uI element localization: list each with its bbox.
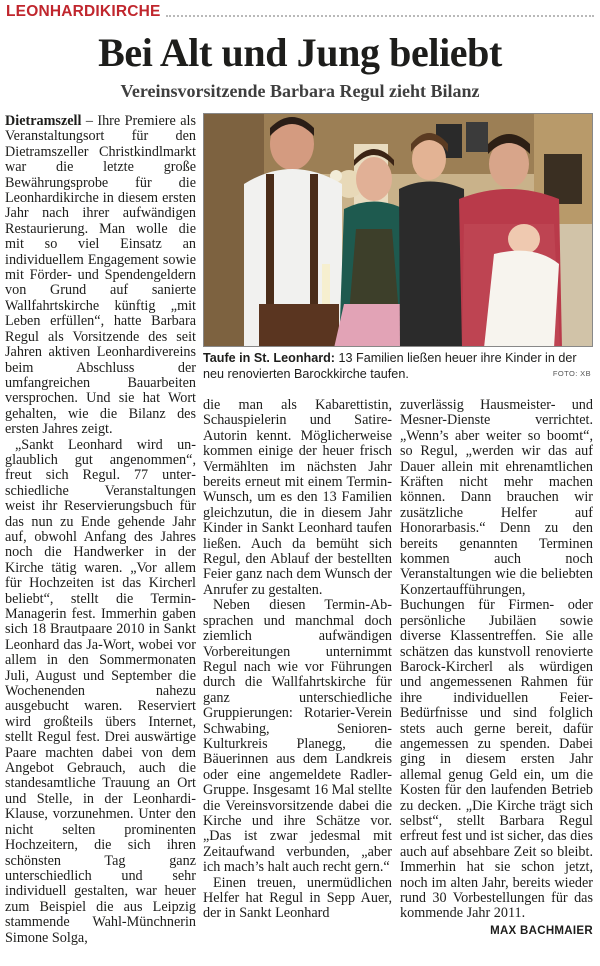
caption-text: 13 Familien ließen heuer ihre Kinder in der neu renovierten Barockkirche taufen. xyxy=(203,351,577,381)
article-column-1 xyxy=(5,114,196,946)
paragraph: Neben diesen Termin-Absprachen und manchmal doch ziemlich aufwändigen Vorbereitungen unternimmt Regul nach wie vor Führungen durch die Wallfahrtskirche für ganz unterschiedliche Gruppierungen: Rotarier-Verein Schwabing, Senioren-Kulturkreis Planegg, die Bäuerinnen aus dem Landkreis oder eine angemeldete Radler-Gruppe. Insgesamt 16 Mal stellte die Vereinsvorsitzende dabei die Kirche und ihre Schätze vor. „Das ist zwar jedesmal mit Zeitaufwand verbunden, „aber ich mach’s halt auch recht gern.“ xyxy=(203,597,392,876)
section-header xyxy=(6,3,594,25)
paragraph: „Sankt Leonhard wird unglaublich gut angenommen“, freut sich Regul. 77 unterschiedliche Veranstaltungen weist ihr Reservierungsbuch für das nun zu Ende gehende Jahr auf, obwohl Anfang des Jahres noch die Handwerker in der Kirche tätig waren. „Vor allem für Hochzeiten ist das Kircherl beliebt“, stellt die Termin-Managerin fest. Immerhin gaben sich 18 Brautpaare 2010 in Sankt Leonhard das Ja-Wort, wobei vor allem in den Sommermonaten Juli, August und September die Wochenenden nahezu ausgebucht waren. Reserviert wird großteils übers Internet, stellt Regul fest. Drei auswärtige Paare machten dabei von dem Angebot Gebrauch, auch die standesamtliche Trauung an Ort und Stelle, in der Leonhardi-Klause, vorzunehmen. Unter den nicht selten prominenten Hochzeitern, die sich ihren schönsten Tag ganz unterschiedlich und sehr individuell gestalten, war heuer zum Beispiel die aus Leipzig stammende Wahl-Münchnerin Simone Solga, xyxy=(5,436,196,946)
photo-illustration xyxy=(204,114,593,347)
article-column-3 xyxy=(400,398,593,939)
photo-credit: FOTO: XB xyxy=(552,369,591,378)
dotted-rule xyxy=(166,15,594,17)
paragraph: Einen treuen, unermüdlichen Helfer hat Regul in Sepp Auer, der in Sankt Leonhard xyxy=(203,874,392,922)
paragraph xyxy=(5,114,196,438)
article-column-2 xyxy=(203,398,392,922)
paragraph-text: – Ihre Premiere als Veranstaltungsort für den Dietramszeller Christkindlmarkt war die letzte große Bewährungsprobe für die Leonhardikirche in diesem ersten Jahr nach ihrer aufwändigen Restaurierung. Man wolle die mit so viel Einsatz an individuellem Engagement sowie mit Förder- und Spendengeldern von Grund auf sanierte Wallfahrtskirche künftig „mit Leben erfüllen“, hatte Barbara Regul als Vorsitzende des seit Jahren aktiven Leonhardivereins beim Abschluss der umfangreichen Bauarbeiten versprochen. Und sie hat Wort gehalten, wie die Bilanz des ersten Jahres zeigt. xyxy=(5,113,196,438)
photo-baptism xyxy=(203,113,593,347)
headline: Bei Alt und Jung beliebt xyxy=(98,30,502,75)
photo-caption xyxy=(203,350,593,382)
byline: MAX BACHMAIER xyxy=(490,924,593,937)
subheadline: Vereinsvorsitzende Barbara Regul zieht Bilanz xyxy=(120,81,480,101)
dateline: Dietramszell xyxy=(5,113,82,129)
paragraph: die man als Kabarettistin, Schauspielerin und Satire-Autorin kennt. Möglicherweise kommen einige der heuer frisch Vermählten im nächsten Jahr bereits erneut mit einem Termin-Wunsch, um es den 13 Familien gleichzutun, die in diesem Jahr Kinder in Sankt Leonhard taufen ließen. Auch da bemüht sich Regul, den Ablauf der bestellten Feier ganz nach dem Wunsch der Anrufer zu gestalten. xyxy=(203,397,392,598)
caption-lead: Taufe in St. Leonhard: xyxy=(203,351,336,365)
paragraph: zuverlässig Hausmeister- und Mesner-Dienste verrichtet. „Wenn’s aber weiter so boomt“, so Regul, „werden wir das auf Dauer allein mit ehrenamtlichen Kräften nicht mehr machen können. Dann brauchen wir zusätzliche Helfer auf Honorarbasis.“ Denn zu den bereits genannten Terminen kommen auch noch Veranstaltungen wie die beliebten Konzertaufführungen, Buchungen für Firmen- oder persönliche Jubiläen sowie diverse Klassentreffen. Sie alle schätzen das kunstvoll renovierte Barock-Kircherl als würdigen und angemessenen Rahmen für ihre individuellen Feier-Bedürfnisse und sind folglich stets auch gerne bereit, dafür angemessen zu spenden. Dabei ging in diesem ersten Jahr allemal genug Geld ein, um die Kosten für den laufenden Betrieb zu decken. „Die Kirche trägt sich selbst“, stellt Barbara Regul erfreut fest und ist sicher, das dies auch auf absehbare Zeit so bleibt. Immerhin hat sie schon jetzt, noch im alten Jahr, bereits wieder rund 30 Vorbestellungen für das kommende Jahr 2011. xyxy=(400,397,593,922)
section-topic: LEONHARDIKIRCHE xyxy=(6,3,161,20)
